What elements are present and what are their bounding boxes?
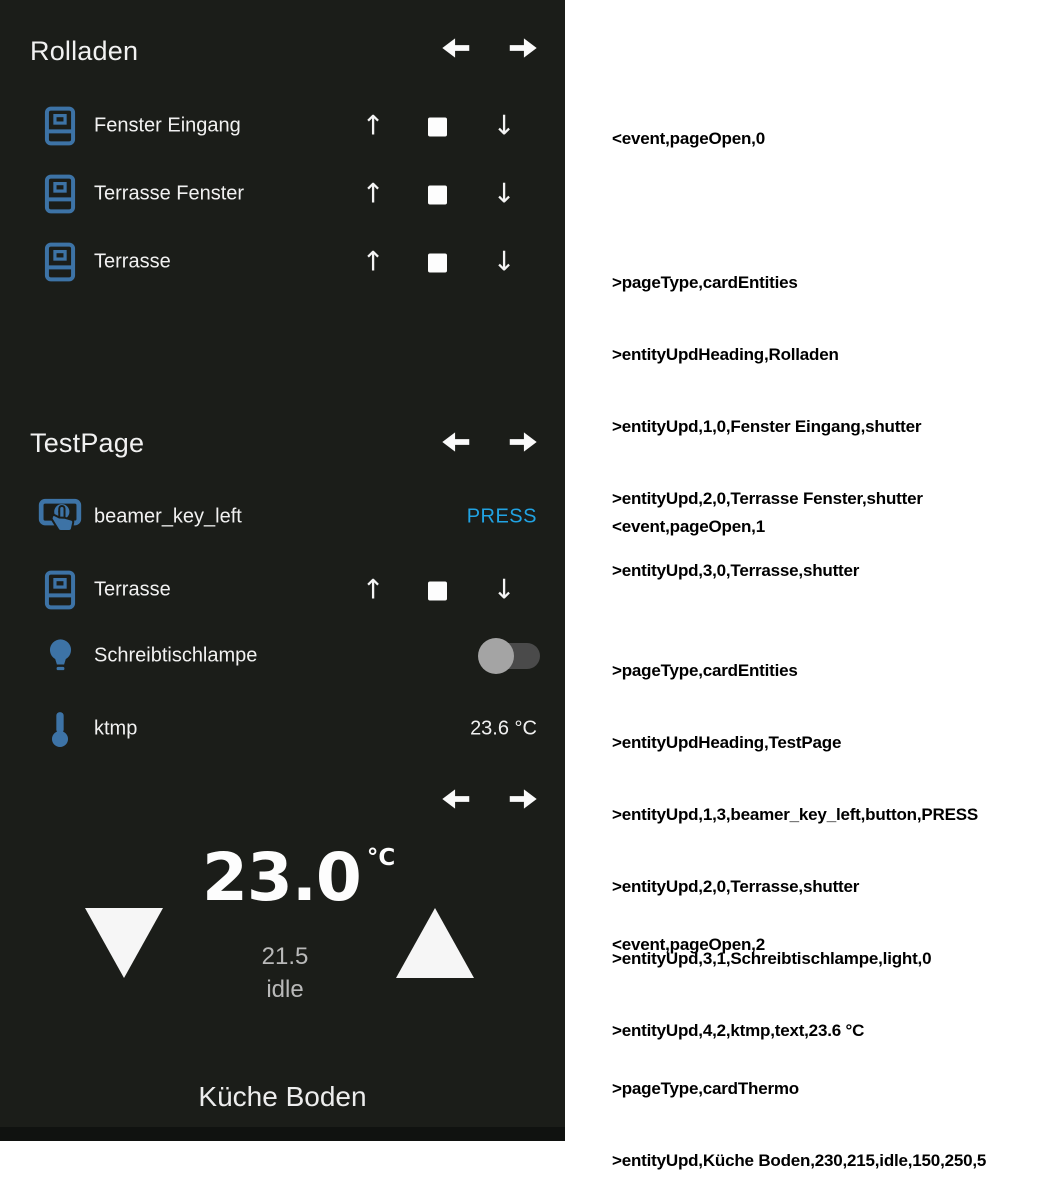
shutter-stop-button[interactable] (420, 577, 454, 604)
entity-label: Terrasse (94, 250, 171, 273)
thermostat-title: Küche Boden (198, 1081, 367, 1112)
arrow-left-bold-icon (438, 425, 475, 459)
entity-label: beamer_key_left (94, 505, 242, 528)
entity-label: Schreibtischlampe (94, 644, 258, 667)
press-button[interactable]: PRESS (466, 505, 537, 528)
page-next-button[interactable] (504, 31, 541, 65)
shutter-down-button[interactable]: ↓ (483, 181, 525, 208)
shutter-stop-button[interactable] (420, 249, 454, 276)
temperature-unit: °C (366, 845, 396, 871)
page-title: Rolladen (30, 36, 139, 66)
lightbulb-icon (46, 637, 75, 676)
window-shutter-icon (44, 174, 76, 214)
stop-square-icon (428, 254, 447, 273)
page-prev-button[interactable] (438, 31, 475, 65)
toggle-knob (478, 638, 514, 674)
stop-square-icon (428, 118, 447, 137)
shutter-down-button[interactable]: ↓ (483, 249, 525, 276)
arrow-left-bold-icon (438, 782, 475, 816)
triangle-up-icon (396, 908, 474, 978)
target-temperature: 21.5 (261, 943, 309, 970)
stop-square-icon (428, 186, 447, 205)
log-line: >entityUpd,1,3,beamer_key_left,button,PRESS (612, 805, 978, 824)
log-line: >entityUpd,2,0,Terrasse,shutter (612, 877, 860, 896)
log-line: >entityUpd,Küche Boden,230,215,idle,150,250,5 (612, 1151, 987, 1170)
page-prev-button[interactable] (438, 425, 475, 459)
entity-row-button (0, 489, 565, 545)
entity-row-shutter (0, 166, 565, 222)
current-temperature-value: 23.0 (202, 839, 361, 916)
log-line: >pageType,cardEntities (612, 273, 798, 292)
window-shutter-icon (44, 570, 76, 610)
hvac-state: idle (266, 976, 304, 1003)
log-event-line: <event,pageOpen,0 (612, 129, 765, 148)
entity-row-light (0, 628, 565, 684)
log-gap (612, 587, 1042, 611)
shutter-up-button[interactable]: ↑ (352, 181, 394, 208)
entity-label: ktmp (94, 717, 138, 740)
window-shutter-icon (44, 106, 76, 146)
thermometer-icon (50, 710, 70, 748)
log-line: >entityUpdHeading,Rolladen (612, 345, 839, 364)
stop-square-icon (428, 582, 447, 601)
shutter-up-button[interactable]: ↑ (352, 113, 394, 140)
shutter-down-button[interactable]: ↓ (483, 113, 525, 140)
arrow-right-bold-icon (504, 425, 541, 459)
shutter-down-button[interactable]: ↓ (483, 577, 525, 604)
entity-row-shutter (0, 562, 565, 618)
sensor-value: 23.6 °C (470, 717, 537, 740)
entity-label: Terrasse Fenster (94, 182, 245, 205)
temp-increase-button[interactable] (396, 908, 474, 978)
shutter-up-button[interactable]: ↑ (352, 249, 394, 276)
shutter-up-button[interactable]: ↑ (352, 577, 394, 604)
light-toggle-switch[interactable] (478, 643, 540, 669)
shutter-stop-button[interactable] (420, 181, 454, 208)
log-line: >entityUpdHeading,TestPage (612, 733, 842, 752)
entity-row-text (0, 701, 565, 757)
log-event-line: <event,pageOpen,1 (612, 517, 765, 536)
log-line: >entityUpd,2,0,Terrasse Fenster,shutter (612, 489, 923, 508)
temp-decrease-button[interactable] (85, 908, 163, 978)
screen-bottom-edge (0, 1127, 565, 1141)
arrow-left-bold-icon (438, 31, 475, 65)
entity-row-shutter (0, 234, 565, 290)
serial-log-block-page2 (612, 885, 1042, 1197)
arrow-right-bold-icon (504, 782, 541, 816)
shutter-stop-button[interactable] (420, 113, 454, 140)
log-line: >entityUpd,4,2,ktmp,text,23.6 °C (612, 1021, 865, 1040)
window-shutter-icon (44, 242, 76, 282)
entity-label: Terrasse (94, 578, 171, 601)
page-next-button[interactable] (504, 782, 541, 816)
log-line: >entityUpd,1,0,Fenster Eingang,shutter (612, 417, 922, 436)
entity-row-shutter (0, 98, 565, 154)
page-title: TestPage (30, 428, 145, 458)
entity-label: Fenster Eingang (94, 114, 241, 137)
triangle-down-icon (85, 908, 163, 978)
page-prev-button[interactable] (438, 782, 475, 816)
page-next-button[interactable] (504, 425, 541, 459)
gesture-tap-button-icon (38, 498, 82, 536)
log-line: >entityUpd,3,0,Terrasse,shutter (612, 561, 860, 580)
log-line: >pageType,cardEntities (612, 661, 798, 680)
current-temperature (202, 839, 396, 916)
log-gap (612, 199, 1042, 223)
log-line: >pageType,cardThermo (612, 1079, 799, 1098)
log-event-line: <event,pageOpen,2 (612, 935, 765, 954)
arrow-right-bold-icon (504, 31, 541, 65)
log-line: >entityUpd,3,1,Schreibtischlampe,light,0 (612, 949, 932, 968)
log-gap (612, 1005, 1042, 1029)
